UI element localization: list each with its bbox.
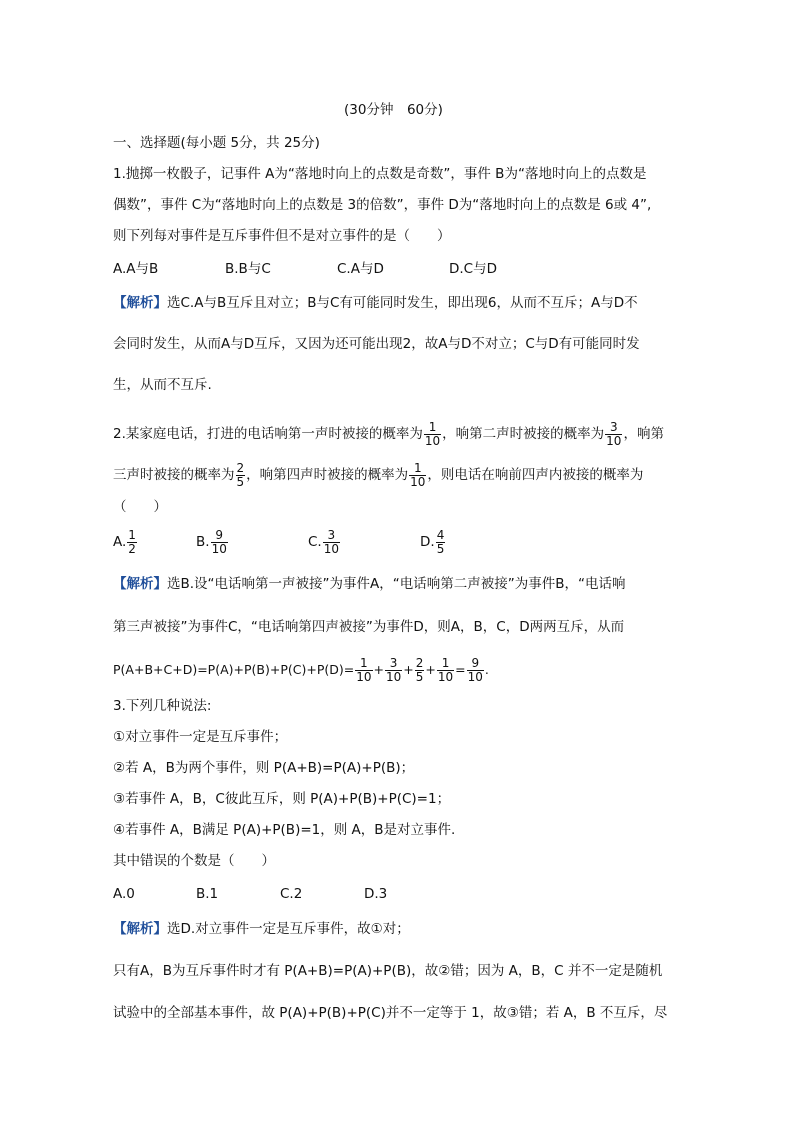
q1-analysis-line-1 [113, 293, 638, 313]
q1-line-3: 则下列每对事件是互斥事件但不是对立事件的是（ ） [113, 228, 451, 244]
denominator: 10 [385, 670, 402, 684]
numerator: 1 [437, 657, 454, 671]
denominator: 2 [128, 541, 136, 556]
analysis-tag: 【解析】 [113, 576, 167, 592]
denominator: 10 [356, 670, 372, 684]
denominator: 10 [211, 541, 227, 556]
q2-option-b [196, 527, 229, 557]
plus-sign: + [425, 662, 436, 677]
fraction [409, 462, 426, 489]
equals-sign: = [455, 662, 466, 677]
numerator: 1 [355, 657, 372, 671]
fraction [127, 529, 137, 556]
numerator: 2 [236, 460, 245, 475]
fraction [415, 657, 425, 684]
option-label: A. [113, 534, 127, 550]
q2-text: ，响第四声时被接的概率为 [246, 467, 409, 483]
denominator: 10 [410, 474, 426, 489]
q2-text: 三声时被接的概率为 [113, 467, 235, 483]
q3-ask: 其中错误的个数是（ ） [113, 853, 275, 869]
q3-statement-4: ④若事件 A，B满足 P(A)+P(B)=1，则 A，B是对立事件. [113, 822, 456, 838]
q1-line-1: 1.抛掷一枚骰子，记事件 A为“落地时向上的点数是奇数”，事件 B为“落地时向上的点数是 [113, 166, 647, 182]
fraction [437, 657, 454, 684]
q2-option-d [420, 527, 446, 557]
q2-text: ，响第 [623, 426, 664, 442]
q2-analysis-line-1 [113, 574, 626, 594]
q1-line-2: 偶数”，事件 C为“落地时向上的点数是 3的倍数”，事件 D为“落地时向上的点数是 6或 4”, [113, 197, 652, 213]
plus-sign: + [403, 662, 414, 677]
q3-statement-1: ①对立事件一定是互斥事件； [113, 729, 288, 745]
denominator: 10 [437, 670, 454, 684]
option-label: B. [196, 534, 210, 550]
q3-option-c: C.2 [280, 886, 303, 902]
analysis-tag: 【解析】 [113, 921, 167, 937]
numerator: 1 [128, 527, 136, 542]
numerator: 3 [323, 529, 340, 543]
q2-formula [113, 655, 489, 685]
fraction [385, 657, 402, 684]
time-limit: (30分钟 60分) [344, 102, 443, 118]
numerator: 1 [409, 462, 426, 476]
q3-analysis-line-3: 试验中的全部基本事件，故 P(A)+P(B)+P(C)并不一定等于 1，故③错；若 A，B 不互斥，尽 [113, 1005, 668, 1021]
q1-option-c: C.A与D [337, 261, 384, 277]
numerator: 9 [211, 529, 228, 543]
denominator: 10 [606, 433, 622, 448]
q2-option-c [308, 527, 341, 557]
q1-option-b: B.B与C [225, 261, 271, 277]
q1-analysis-text-1: 选C.A与B互斥且对立；B与C有可能同时发生，即出现6，从而不互斥；A与D不 [167, 295, 638, 311]
fraction [436, 529, 446, 556]
denominator: 10 [467, 670, 483, 684]
q2-option-a [113, 527, 138, 557]
q2-text: ，则电话在响前四声内被接的概率为 [427, 467, 644, 483]
q3-statement-3: ③若事件 A，B，C彼此互斥，则 P(A)+P(B)+P(C)=1； [113, 791, 451, 807]
fraction [355, 657, 372, 684]
q1-analysis-line-2: 会同时发生，从而A与D互斥，又因为还可能出现2，故A与D不对立；C与D有可能同时发 [113, 336, 640, 352]
period: . [484, 662, 489, 677]
q2-text: ，响第二声时被接的概率为 [442, 426, 605, 442]
numerator: 3 [605, 421, 622, 435]
denominator: 5 [415, 670, 424, 684]
q3-analysis-text-1: 选D.对立事件一定是互斥事件，故①对； [167, 921, 410, 937]
denominator: 10 [424, 433, 441, 448]
q1-option-d: D.C与D [449, 261, 498, 277]
fraction [424, 421, 441, 448]
section-title: 一、选择题(每小题 5分，共 25分) [113, 135, 320, 151]
denominator: 10 [323, 541, 339, 556]
denominator: 5 [236, 474, 245, 489]
numerator: 4 [436, 527, 445, 542]
numerator: 2 [415, 656, 424, 670]
denominator: 5 [436, 541, 445, 556]
formula-lhs: P(A+B+C+D)=P(A)+P(B)+P(C)+P(D)= [113, 662, 355, 677]
q3-title: 3.下列几种说法: [113, 698, 212, 714]
q2-line-2 [113, 460, 643, 490]
analysis-tag: 【解析】 [113, 295, 167, 311]
option-label: D. [420, 534, 435, 550]
q1-analysis-line-3: 生，从而不互斥. [113, 377, 212, 393]
fraction [323, 529, 340, 556]
q2-analysis-line-2: 第三声被接”为事件C，“电话响第四声被接”为事件D，则A，B，C，D两两互斥，从而 [113, 619, 625, 635]
numerator: 3 [385, 657, 402, 671]
fraction [236, 462, 246, 489]
q2-analysis-text-1: 选B.设“电话响第一声被接”为事件A，“电话响第二声被接”为事件B，“电话响 [167, 576, 626, 592]
q2-text: 2.某家庭电话，打进的电话响第一声时被接的概率为 [113, 426, 423, 442]
q3-analysis-line-2: 只有A，B为互斥事件时才有 P(A+B)=P(A)+P(B)，故②错；因为 A，B，C 并不一定是随机 [113, 963, 663, 979]
plus-sign: + [373, 662, 384, 677]
numerator: 9 [467, 657, 484, 671]
q3-statement-2: ②若 A，B为两个事件，则 P(A+B)=P(A)+P(B)； [113, 760, 415, 776]
q3-option-d: D.3 [364, 886, 388, 902]
numerator: 1 [424, 421, 441, 435]
q3-option-a: A.0 [113, 886, 135, 902]
q1-option-a: A.A与B [113, 261, 159, 277]
fraction [211, 529, 228, 556]
option-label: C. [308, 534, 322, 550]
fraction [605, 421, 622, 448]
fraction [467, 657, 484, 684]
q2-line-3: （ ） [113, 499, 167, 515]
q3-option-b: B.1 [196, 886, 219, 902]
q3-analysis-line-1 [113, 919, 410, 939]
q2-line-1 [113, 419, 664, 449]
